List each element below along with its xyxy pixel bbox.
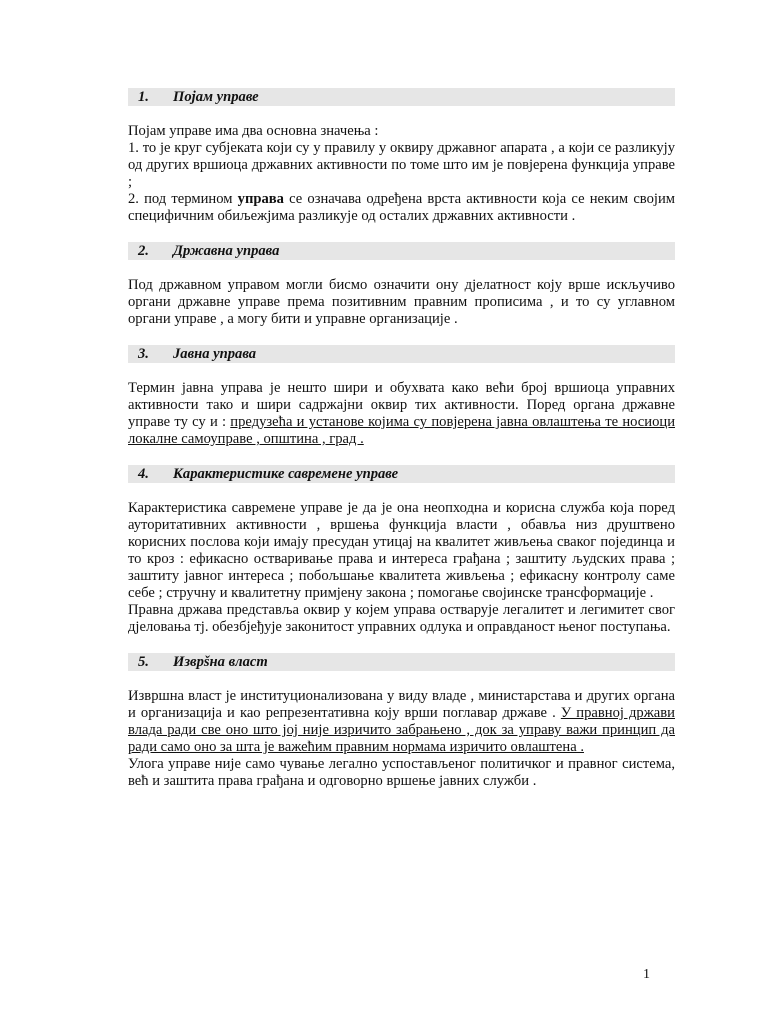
- item-2-text-b: се означава одређена врста активности која се неким својим специфичним обиљежјима разликује од осталих државних активности .: [128, 191, 675, 224]
- item-2-bold-term: управа: [237, 191, 284, 207]
- section-title: Државна управа: [173, 243, 280, 259]
- section-heading-2: [128, 242, 675, 260]
- section-1-intro: Појам управе има два основна значења :: [128, 123, 379, 139]
- section-4-text-1: Карактеристика савремене управе је да је она неопходна и корисна служба која поред ауторитативних активности , вршења функција власти , обавља низ друштвено корисних послова који имају пресудан утицај на квалитет живљења сваког појединца и то кроз : ефикасно остваривање права и интереса грађана ; заштиту људских права ; заштиту јавног интереса ; побољшање квалитета живљења ; ефикасну контролу саме себе ; стручну и квалитетну примјену закона ; помогање својинске трансформације .: [128, 500, 675, 601]
- section-heading-5: [128, 653, 675, 671]
- section-5-text-a: Извршна власт је институционализована у виду владе , министарстава и других органа и организација и као репрезентативна коју врши поглавар државе .: [128, 688, 675, 721]
- section-3-underlined-text: предузећа и установе којима су повјерена јавна овлаштења те носиоци локалне самоуправе , општина , град .: [128, 414, 675, 447]
- section-2-text: Под државном управом могли бисмо означити ону дјелатност коју врше искључиво органи државне управе према позитивним правним прописима , и то су углавном органи управе , а могу бити и управне организације .: [128, 277, 675, 327]
- item-2-text-a: 2. под термином: [128, 191, 238, 207]
- page-number: 1: [643, 967, 650, 982]
- section-5-text-1: [128, 688, 675, 756]
- section-title: Јавна управа: [173, 346, 257, 362]
- section-3-text: [128, 380, 675, 448]
- section-title: Карактеристике савремене управе: [173, 466, 399, 482]
- section-number: 3.: [138, 346, 149, 362]
- item-1-text: 1. то је круг субјеката који су у правилу у оквиру државног апарата , а који се разликују од других вршиоца државних активности по томе што им је повјерена функција управе ;: [128, 140, 675, 190]
- section-heading-1: [128, 88, 675, 106]
- section-3-text-a: Термин јавна управа је нешто шири и обухвата како већи број вршиоца управних активности тако и шири садржајни оквир тих активности. Поред органа државне управе ту су и :: [128, 380, 675, 430]
- section-5-underlined-text: У правној држави влада ради све оно што јој није изричито забрањено , док за управу важи принцип да ради само оно за шта је важећим правним нормама изричито овлаштена .: [128, 705, 675, 755]
- section-heading-3: [128, 345, 675, 363]
- section-title: Изврšна власт: [173, 654, 268, 670]
- section-1-item-2: [128, 191, 675, 225]
- section-1-item-1: [128, 140, 675, 191]
- section-number: 2.: [138, 243, 149, 259]
- section-4-text-2: Правна држава представља оквир у којем управа остварује легалитет и легимитет свог дјеловања тј. обезбјеђује законитост управних одлука и оправданост њеног поступања.: [128, 602, 675, 635]
- section-5-text-2: Улога управе није само чување легално успостављеног политичког и правног система, већ и заштита права грађана и одговорно вршење јавних служби .: [128, 756, 675, 789]
- section-heading-4: [128, 465, 675, 483]
- section-number: 4.: [138, 466, 149, 482]
- document-page: [128, 87, 675, 790]
- section-title: Појам управе: [173, 89, 259, 105]
- section-number: 1.: [138, 89, 149, 105]
- section-number: 5.: [138, 654, 149, 670]
